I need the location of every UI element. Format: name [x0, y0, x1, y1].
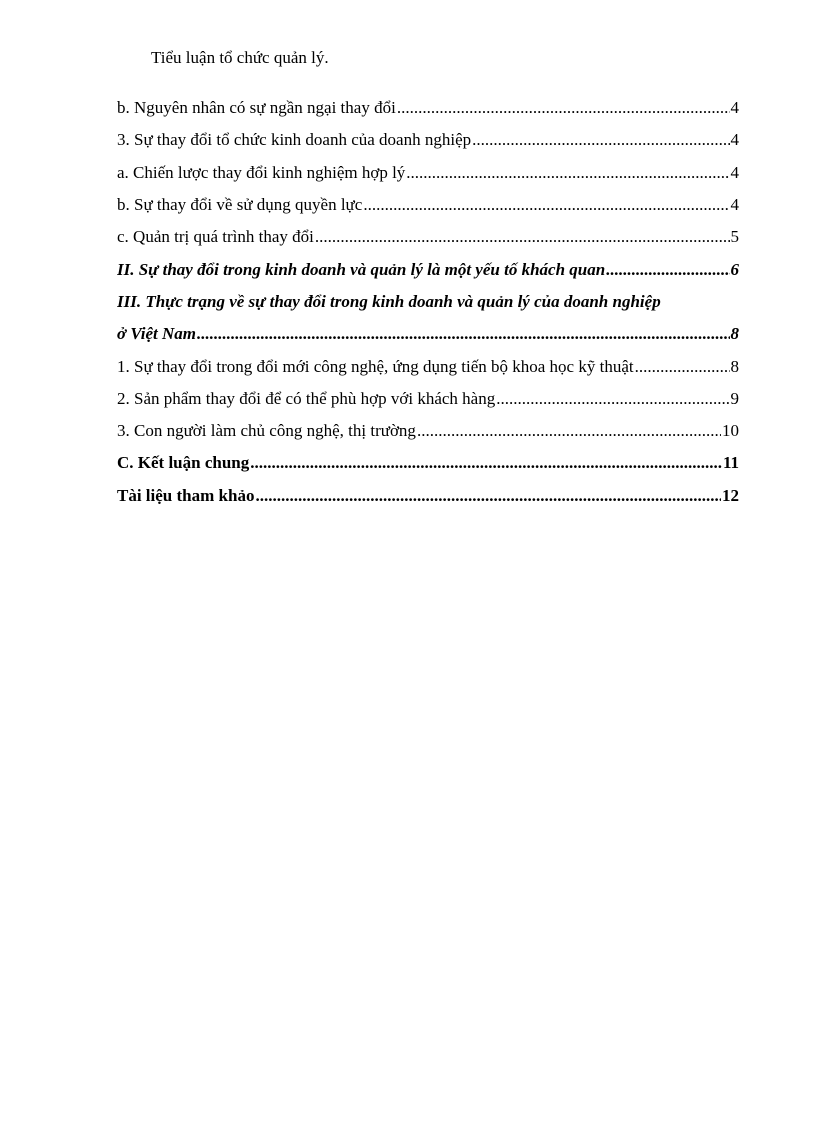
toc-entry-title: 1. Sự thay đổi trong đổi mới công nghệ, ứng dụng tiến bộ khoa học kỹ thuật: [117, 356, 634, 376]
toc-entry-page: 8: [730, 324, 739, 344]
toc-entry[interactable]: [117, 124, 739, 156]
toc-section-entry[interactable]: [117, 318, 739, 350]
toc-entry-page: 12: [722, 485, 739, 505]
toc-entry[interactable]: [117, 350, 739, 382]
toc-entry[interactable]: [117, 92, 739, 124]
toc-section-entry-wrapped-line[interactable]: [117, 286, 739, 318]
toc-entry-page: 5: [730, 227, 739, 247]
toc-entry-page: 8: [730, 356, 739, 376]
toc-entry-title: 3. Con người làm chủ công nghệ, thị trường: [117, 421, 416, 441]
toc-dot-leader: [250, 453, 722, 473]
toc-entry-title: c. Quản trị quá trình thay đổi: [117, 227, 314, 247]
toc-entry-title: II. Sự thay đổi trong kinh doanh và quản lý là một yếu tố khách quan: [117, 259, 606, 279]
toc-section-entry[interactable]: [117, 447, 739, 479]
toc-dot-leader: [255, 486, 721, 506]
toc-entry-page: 4: [730, 162, 739, 182]
toc-entry-title: 3. Sự thay đổi tổ chức kinh doanh của doanh nghiệp: [117, 130, 472, 150]
page-header: Tiểu luận tổ chức quản lý.: [151, 48, 329, 67]
toc-entry-title: C. Kết luận chung: [117, 453, 250, 473]
toc-dot-leader: [472, 130, 729, 150]
toc-entry-page: 4: [730, 98, 739, 118]
toc-entry-title: b. Nguyên nhân có sự ngần ngại thay đổi: [117, 98, 396, 118]
toc-entry-title: a. Chiến lược thay đổi kinh nghiệm hợp lý: [117, 162, 406, 182]
toc-dot-leader: [315, 227, 730, 247]
toc-entry-page: 4: [730, 130, 739, 150]
toc-dot-leader: [496, 389, 729, 409]
toc-entry[interactable]: [117, 157, 739, 189]
table-of-contents: [117, 92, 739, 512]
toc-dot-leader: [635, 357, 730, 377]
toc-dot-leader: [397, 98, 730, 118]
toc-entry[interactable]: [117, 221, 739, 253]
toc-entry-title: 2. Sản phẩm thay đổi để có thể phù hợp với khách hàng: [117, 388, 496, 408]
toc-entry[interactable]: [117, 415, 739, 447]
toc-entry-page: 6: [730, 259, 739, 279]
toc-entry-page: 11: [722, 453, 739, 473]
toc-entry-title: Tài liệu tham khảo: [117, 485, 255, 505]
toc-entry[interactable]: [117, 383, 739, 415]
toc-dot-leader: [197, 324, 729, 344]
toc-entry-title: b. Sự thay đổi về sử dụng quyền lực: [117, 195, 363, 215]
toc-section-entry[interactable]: [117, 253, 739, 285]
toc-dot-leader: [406, 163, 729, 183]
toc-entry-page: 9: [730, 388, 739, 408]
toc-entry-page: 10: [722, 421, 739, 441]
toc-dot-leader: [606, 260, 729, 280]
toc-entry[interactable]: [117, 189, 739, 221]
toc-entry-title: ở Việt Nam: [117, 324, 197, 344]
toc-section-entry[interactable]: [117, 480, 739, 512]
toc-entry-title-first-line: III. Thực trạng về sự thay đổi trong kinh doanh và quản lý của doanh nghiệp: [117, 291, 661, 311]
toc-dot-leader: [363, 195, 729, 215]
toc-entry-page: 4: [730, 195, 739, 215]
toc-dot-leader: [417, 421, 721, 441]
